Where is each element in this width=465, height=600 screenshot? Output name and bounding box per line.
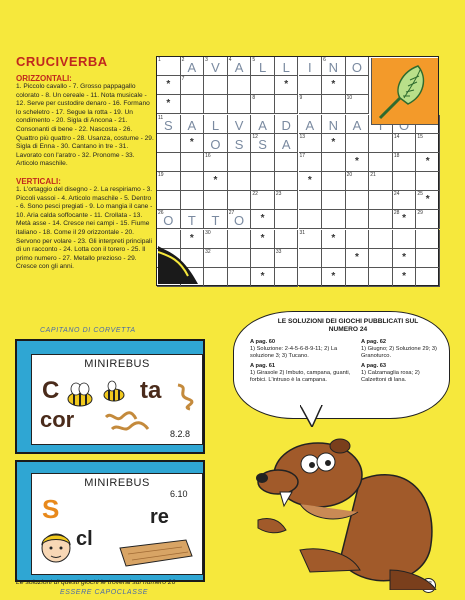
blocked-cell-star: * xyxy=(425,194,430,206)
footer-note: Le soluzioni di questi giochi le troverai sul numero 26 xyxy=(16,579,176,586)
crossword-cell[interactable] xyxy=(251,115,275,134)
crossword-cell[interactable] xyxy=(393,153,417,172)
crossword-cell[interactable] xyxy=(251,172,275,191)
crossword-cell[interactable] xyxy=(157,191,181,210)
crossword-cell[interactable] xyxy=(393,249,417,268)
crossword-cell[interactable] xyxy=(416,230,440,249)
vertical-heading: VERTICALI: xyxy=(16,177,61,186)
crossword-cell[interactable] xyxy=(157,172,181,191)
crossword-cell[interactable] xyxy=(204,249,228,268)
rebus2-numbers: 6.10 xyxy=(170,489,188,499)
crossword-cell[interactable] xyxy=(251,230,275,249)
handwritten-letter: O xyxy=(163,213,174,229)
horizontal-clues: 1. Piccolo cavallo - 7. Grosso pappagallo colorato - 8. Un cereale - 11. Nota musicale - 12. Serve per custodire denaro - 16. Formano lo scheletro - 17. Segue la rotta - 19. Un condimento - 20. Sigla di Ancona - 21. Consonanti di bene - 22. Nascosta - 26. Quattro più quattro - 28. Usanza, costume - 29. Sigla di Enna - 30. Cantano in tre - 31. Lavorato con l'aratro - 32. Pronome - 33. Articolo maschile. xyxy=(16,83,154,168)
crossword-cell[interactable] xyxy=(275,95,299,114)
crossword-cell[interactable] xyxy=(157,210,181,229)
cell-number: 7 xyxy=(181,76,185,83)
blocked-cell-star: * xyxy=(402,213,407,225)
blocked-cell-star: * xyxy=(213,175,218,186)
crossword-cell[interactable] xyxy=(322,268,346,287)
horizontal-heading: ORIZZONTALI: xyxy=(16,74,72,83)
crossword-cell[interactable] xyxy=(204,134,228,153)
handwritten-letter: L xyxy=(259,60,267,75)
handwritten-letter: S xyxy=(234,136,244,152)
cell-number: 28 xyxy=(393,210,400,217)
crossword-cell[interactable] xyxy=(251,95,275,114)
blocked-cell-star: * xyxy=(284,79,289,91)
crossword-cell[interactable] xyxy=(299,191,323,210)
rebus2-letters-cl: cl xyxy=(76,528,93,550)
blocked-cell-star: * xyxy=(260,213,265,225)
blocked-cell-star: * xyxy=(425,155,430,167)
cell-number: 5 xyxy=(252,57,256,63)
crossword-cell[interactable] xyxy=(275,76,299,95)
crossword-cell[interactable] xyxy=(228,249,252,268)
crossword-cell[interactable] xyxy=(204,172,228,191)
handwritten-letter: S xyxy=(163,117,173,133)
crossword-cell[interactable] xyxy=(251,210,275,229)
blocked-cell-star: * xyxy=(189,232,194,244)
crossword-cell[interactable] xyxy=(346,230,370,249)
blocked-cell-star: * xyxy=(331,136,336,148)
crossword-cell[interactable] xyxy=(393,210,417,229)
crossword-cell[interactable] xyxy=(157,153,181,172)
grid-corner-decoration xyxy=(158,246,198,284)
cell-number: 20 xyxy=(346,172,353,178)
blocked-cell-star: * xyxy=(331,232,336,244)
crossword-cell[interactable] xyxy=(204,191,228,210)
sol-p62-text: 1) Giugno; 2) Soluzione 29; 3) Granoturco. xyxy=(361,346,437,359)
crossword-cell[interactable] xyxy=(251,153,275,172)
sol-p61-head: A pag. 61 xyxy=(250,363,276,369)
minirebus-2 xyxy=(15,460,205,582)
crossword-cell[interactable] xyxy=(346,153,370,172)
crossword-cell[interactable] xyxy=(299,95,323,114)
crossword-cell[interactable] xyxy=(369,230,393,249)
cell-number: 12 xyxy=(252,133,258,140)
crossword-cell[interactable] xyxy=(204,76,228,95)
crossword-cell[interactable] xyxy=(181,153,205,172)
crossword-cell[interactable] xyxy=(181,172,205,191)
handwritten-letter: D xyxy=(281,117,291,133)
wooden-plank-icon xyxy=(118,538,194,568)
solutions-col1 xyxy=(250,339,360,384)
blocked-cell-star: * xyxy=(166,79,171,91)
rebus1-letters-cor: cor xyxy=(40,407,75,432)
cell-number: 4 xyxy=(228,57,232,63)
cell-number: 31 xyxy=(299,229,306,236)
blocked-cell-star: * xyxy=(331,79,336,91)
crossword-cell[interactable] xyxy=(346,172,370,191)
cell-number: 13 xyxy=(299,133,306,140)
sol-p63-head: A pag. 63 xyxy=(361,363,387,369)
crossword-cell[interactable] xyxy=(204,268,228,287)
crossword-cell[interactable] xyxy=(369,172,393,191)
handwritten-letter: O xyxy=(210,136,221,152)
minirebus-2-title: MINIREBUS xyxy=(84,477,150,489)
crossword-cell[interactable] xyxy=(275,249,299,268)
crossword-cell[interactable] xyxy=(322,57,346,76)
handwritten-letter: A xyxy=(305,117,315,133)
crossword-cell[interactable] xyxy=(393,134,417,153)
crossword-cell[interactable] xyxy=(393,268,417,287)
cell-number: 23 xyxy=(275,191,282,198)
handwritten-letter: A xyxy=(281,136,291,152)
crossword-cell[interactable] xyxy=(299,134,323,153)
crossword-cell[interactable] xyxy=(251,57,275,76)
crossword-cell[interactable] xyxy=(157,115,181,134)
crossword-cell[interactable] xyxy=(322,230,346,249)
handwritten-letter: L xyxy=(211,117,220,133)
crossword-cell[interactable] xyxy=(393,230,417,249)
handwritten-letter: T xyxy=(211,213,220,229)
crossword-cell[interactable] xyxy=(346,134,370,153)
crossword-cell[interactable] xyxy=(157,57,181,76)
crossword-cell[interactable] xyxy=(181,210,205,229)
crossword-cell[interactable] xyxy=(228,191,252,210)
crossword-cell[interactable] xyxy=(157,76,181,95)
crossword-cell[interactable] xyxy=(346,191,370,210)
crossword-cell[interactable] xyxy=(275,134,299,153)
blocked-cell-star: * xyxy=(354,155,359,167)
handwritten-letter: N xyxy=(328,117,339,133)
crossword-cell[interactable] xyxy=(275,172,299,191)
crossword-cell[interactable] xyxy=(369,134,393,153)
rebus1-letters-ta: ta xyxy=(140,377,162,404)
crossword-cell[interactable] xyxy=(228,134,252,153)
crossword-cell[interactable] xyxy=(228,210,252,229)
crossword-cell[interactable] xyxy=(157,95,181,114)
handwritten-letter: A xyxy=(234,60,244,75)
handwritten-letter: S xyxy=(258,136,267,152)
handwritten-letter: V xyxy=(211,60,220,75)
crossword-cell[interactable] xyxy=(251,268,275,287)
cell-number: 10 xyxy=(346,95,353,102)
crossword-cell[interactable] xyxy=(275,268,299,287)
crossword-cell[interactable] xyxy=(299,57,323,76)
crossword-cell[interactable] xyxy=(204,95,228,114)
crossword-cell[interactable] xyxy=(346,95,370,114)
crossword-cell[interactable] xyxy=(322,172,346,191)
cell-number: 26 xyxy=(158,210,164,217)
handwritten-letter: O xyxy=(233,213,245,229)
crossword-cell[interactable] xyxy=(204,210,228,229)
crossword-cell[interactable] xyxy=(228,76,252,95)
blocked-cell-star: * xyxy=(402,270,407,282)
crossword-cell[interactable] xyxy=(322,76,346,95)
crossword-cell[interactable] xyxy=(204,115,228,134)
blocked-cell-star: * xyxy=(260,232,265,244)
crossword-cell[interactable] xyxy=(299,230,323,249)
crossword-cell[interactable] xyxy=(275,153,299,172)
crossword-cell[interactable] xyxy=(346,268,370,287)
crossword-cell[interactable] xyxy=(369,191,393,210)
crossword-cell[interactable] xyxy=(181,95,205,114)
handwritten-letter: V xyxy=(234,117,244,133)
cell-number: 15 xyxy=(417,133,423,140)
worm-icon xyxy=(172,381,196,411)
crossword-cell[interactable] xyxy=(346,76,370,95)
handwritten-letter: N xyxy=(328,60,339,75)
crossword-cell[interactable] xyxy=(275,210,299,229)
sol-p60-head: A pag. 60 xyxy=(250,339,276,345)
crossword-cell[interactable] xyxy=(416,268,440,287)
crossword-cell[interactable] xyxy=(416,249,440,268)
worms-icon xyxy=(102,407,162,433)
crossword-cell[interactable] xyxy=(275,57,299,76)
blocked-cell-star: * xyxy=(307,175,312,186)
crossword-cell[interactable] xyxy=(228,57,252,76)
crossword-cell[interactable] xyxy=(322,249,346,268)
crossword-cell[interactable] xyxy=(416,210,440,229)
solutions-col2 xyxy=(361,339,441,384)
crossword-cell[interactable] xyxy=(299,210,323,229)
crossword-cell[interactable] xyxy=(181,76,205,95)
crossword-cell[interactable] xyxy=(299,115,323,134)
blocked-cell-star: * xyxy=(331,270,336,282)
cell-number: 3 xyxy=(205,57,208,63)
crossword-cell[interactable] xyxy=(157,134,181,153)
artichoke-illustration xyxy=(371,58,438,125)
solutions-title: LE SOLUZIONI DEI GIOCHI PUBBLICATI SUL NUMERO 24 xyxy=(277,318,419,333)
cell-number: 21 xyxy=(370,172,376,178)
beaver-illustration xyxy=(240,420,440,590)
crossword-cell[interactable] xyxy=(299,76,323,95)
crossword-cell[interactable] xyxy=(393,191,417,210)
crossword-cell[interactable] xyxy=(228,230,252,249)
crossword-cell[interactable] xyxy=(204,153,228,172)
rebus1-numbers: 8.2.8 xyxy=(170,429,191,439)
crossword-cell[interactable] xyxy=(275,191,299,210)
crossword-cell[interactable] xyxy=(251,134,275,153)
cell-number: 17 xyxy=(299,152,306,159)
crossword-cell[interactable] xyxy=(299,172,323,191)
crossword-cell[interactable] xyxy=(228,95,252,114)
minirebus-1-title: MINIREBUS xyxy=(84,358,150,370)
cell-number: 30 xyxy=(205,229,211,236)
crossword-cell[interactable] xyxy=(346,210,370,229)
cell-number: 18 xyxy=(393,152,400,159)
handwritten-letter: O xyxy=(351,60,362,75)
cell-number: 24 xyxy=(393,191,400,198)
cell-number: 1 xyxy=(158,57,161,63)
crossword-cell[interactable] xyxy=(251,191,275,210)
child-face-icon xyxy=(38,526,74,572)
crossword-cell[interactable] xyxy=(181,134,205,153)
crossword-cell[interactable] xyxy=(275,115,299,134)
crossword-cell[interactable] xyxy=(181,115,205,134)
crossword-cell[interactable] xyxy=(251,76,275,95)
crossword-title: CRUCIVERBA xyxy=(16,54,108,69)
cell-number: 6 xyxy=(323,57,326,63)
cell-number: 11 xyxy=(158,114,164,121)
blocked-cell-star: * xyxy=(354,251,359,263)
crossword-cell[interactable] xyxy=(416,134,440,153)
crossword-cell[interactable] xyxy=(416,153,440,172)
crossword-cell[interactable] xyxy=(346,249,370,268)
sol-p62-head: A pag. 62 xyxy=(361,339,387,345)
crossword-cell[interactable] xyxy=(204,230,228,249)
crossword-cell[interactable] xyxy=(322,95,346,114)
crossword-cell[interactable] xyxy=(369,249,393,268)
crossword-cell[interactable] xyxy=(228,153,252,172)
crossword-cell[interactable] xyxy=(228,115,252,134)
handwritten-answer-top: CAPITANO DI CORVETTA xyxy=(40,327,136,334)
crossword-cell[interactable] xyxy=(322,115,346,134)
blocked-cell-star: * xyxy=(402,251,407,263)
crossword-cell[interactable] xyxy=(416,172,440,191)
crossword-cell[interactable] xyxy=(346,57,370,76)
crossword-cell[interactable] xyxy=(369,210,393,229)
cell-number: 33 xyxy=(275,248,282,255)
cell-number: 25 xyxy=(417,191,423,198)
cell-number: 16 xyxy=(205,152,211,159)
cell-number: 2 xyxy=(181,57,185,63)
rebus2-letters-re: re xyxy=(150,506,169,528)
handwritten-letter: I xyxy=(307,60,312,75)
cell-number: 27 xyxy=(228,210,235,217)
blocked-cell-star: * xyxy=(189,136,194,148)
cell-number: 9 xyxy=(299,95,303,102)
crossword-cell[interactable] xyxy=(369,268,393,287)
blocked-cell-star: * xyxy=(260,270,265,282)
crossword-cell[interactable] xyxy=(181,191,205,210)
handwritten-letter: L xyxy=(282,60,290,75)
rebus1-letter-c: C xyxy=(42,377,60,404)
crossword-cell[interactable] xyxy=(416,191,440,210)
sol-p61-text: 1) Girasole 2) Imbuto, campana, guanti, forbici. L'intruso è la campana. xyxy=(250,370,351,383)
cell-number: 19 xyxy=(158,172,164,178)
sol-p63-text: 1) Calzamaglia rosa; 2) Calzettoni di lana. xyxy=(361,370,420,383)
handwritten-letter: A xyxy=(352,117,362,133)
crossword-cell[interactable] xyxy=(228,268,252,287)
cell-number: 14 xyxy=(393,133,400,140)
handwritten-letter: A xyxy=(187,117,197,133)
crossword-cell[interactable] xyxy=(346,115,370,134)
crossword-cell[interactable] xyxy=(275,230,299,249)
cell-number: 32 xyxy=(205,248,211,255)
cell-number: 29 xyxy=(417,210,423,217)
vertical-clues: 1. L'ortaggio del disegno - 2. La respiriamo - 3. Piccoli vassoi - 4. Articolo maschile - 5. Dentro - 6. Sono pesci pregiati - 9. Lo mangia il cane - 10. Aria calda soffocante - 11. Crollata - 13. Metà asse - 14. Cresce nei campi - 15. Fiume italiano - 18. Come il 29 orizzontale - 20. Servono per volare - 23. Gli interpreti principali di un racconto - 24. Lotta con il torero - 25. Il primo numero - 27. Metallo prezioso - 29. Cresce con gli anni. xyxy=(16,186,153,271)
minirebus-1 xyxy=(15,339,205,454)
blocked-cell-star: * xyxy=(166,98,171,110)
cell-number: 8 xyxy=(252,95,256,102)
crossword-cell[interactable] xyxy=(369,153,393,172)
handwritten-letter: A xyxy=(258,117,267,133)
crossword-cell[interactable] xyxy=(251,249,275,268)
crossword-cell[interactable] xyxy=(299,268,323,287)
handwritten-letter: A xyxy=(187,60,197,75)
crossword-cell[interactable] xyxy=(322,191,346,210)
crossword-cell[interactable] xyxy=(204,57,228,76)
crossword-cell[interactable] xyxy=(228,172,252,191)
crossword-cell[interactable] xyxy=(322,210,346,229)
handwritten-answer-bottom: ESSERE CAPOCLASSE xyxy=(60,589,149,596)
handwritten-letter: T xyxy=(187,213,196,229)
crossword-cell[interactable] xyxy=(299,249,323,268)
crossword-cell[interactable] xyxy=(322,153,346,172)
crossword-cell[interactable] xyxy=(393,172,417,191)
crossword-cell[interactable] xyxy=(181,57,205,76)
rebus2-letter-s: S xyxy=(42,494,60,524)
crossword-cell[interactable] xyxy=(299,153,323,172)
crossword-cell[interactable] xyxy=(322,134,346,153)
sol-p60-text: 1) Soluzione: 2-4-5-6-8-9-11; 2) La soluzione 3; 3) Tucano. xyxy=(250,346,338,359)
cell-number: 22 xyxy=(252,191,258,198)
